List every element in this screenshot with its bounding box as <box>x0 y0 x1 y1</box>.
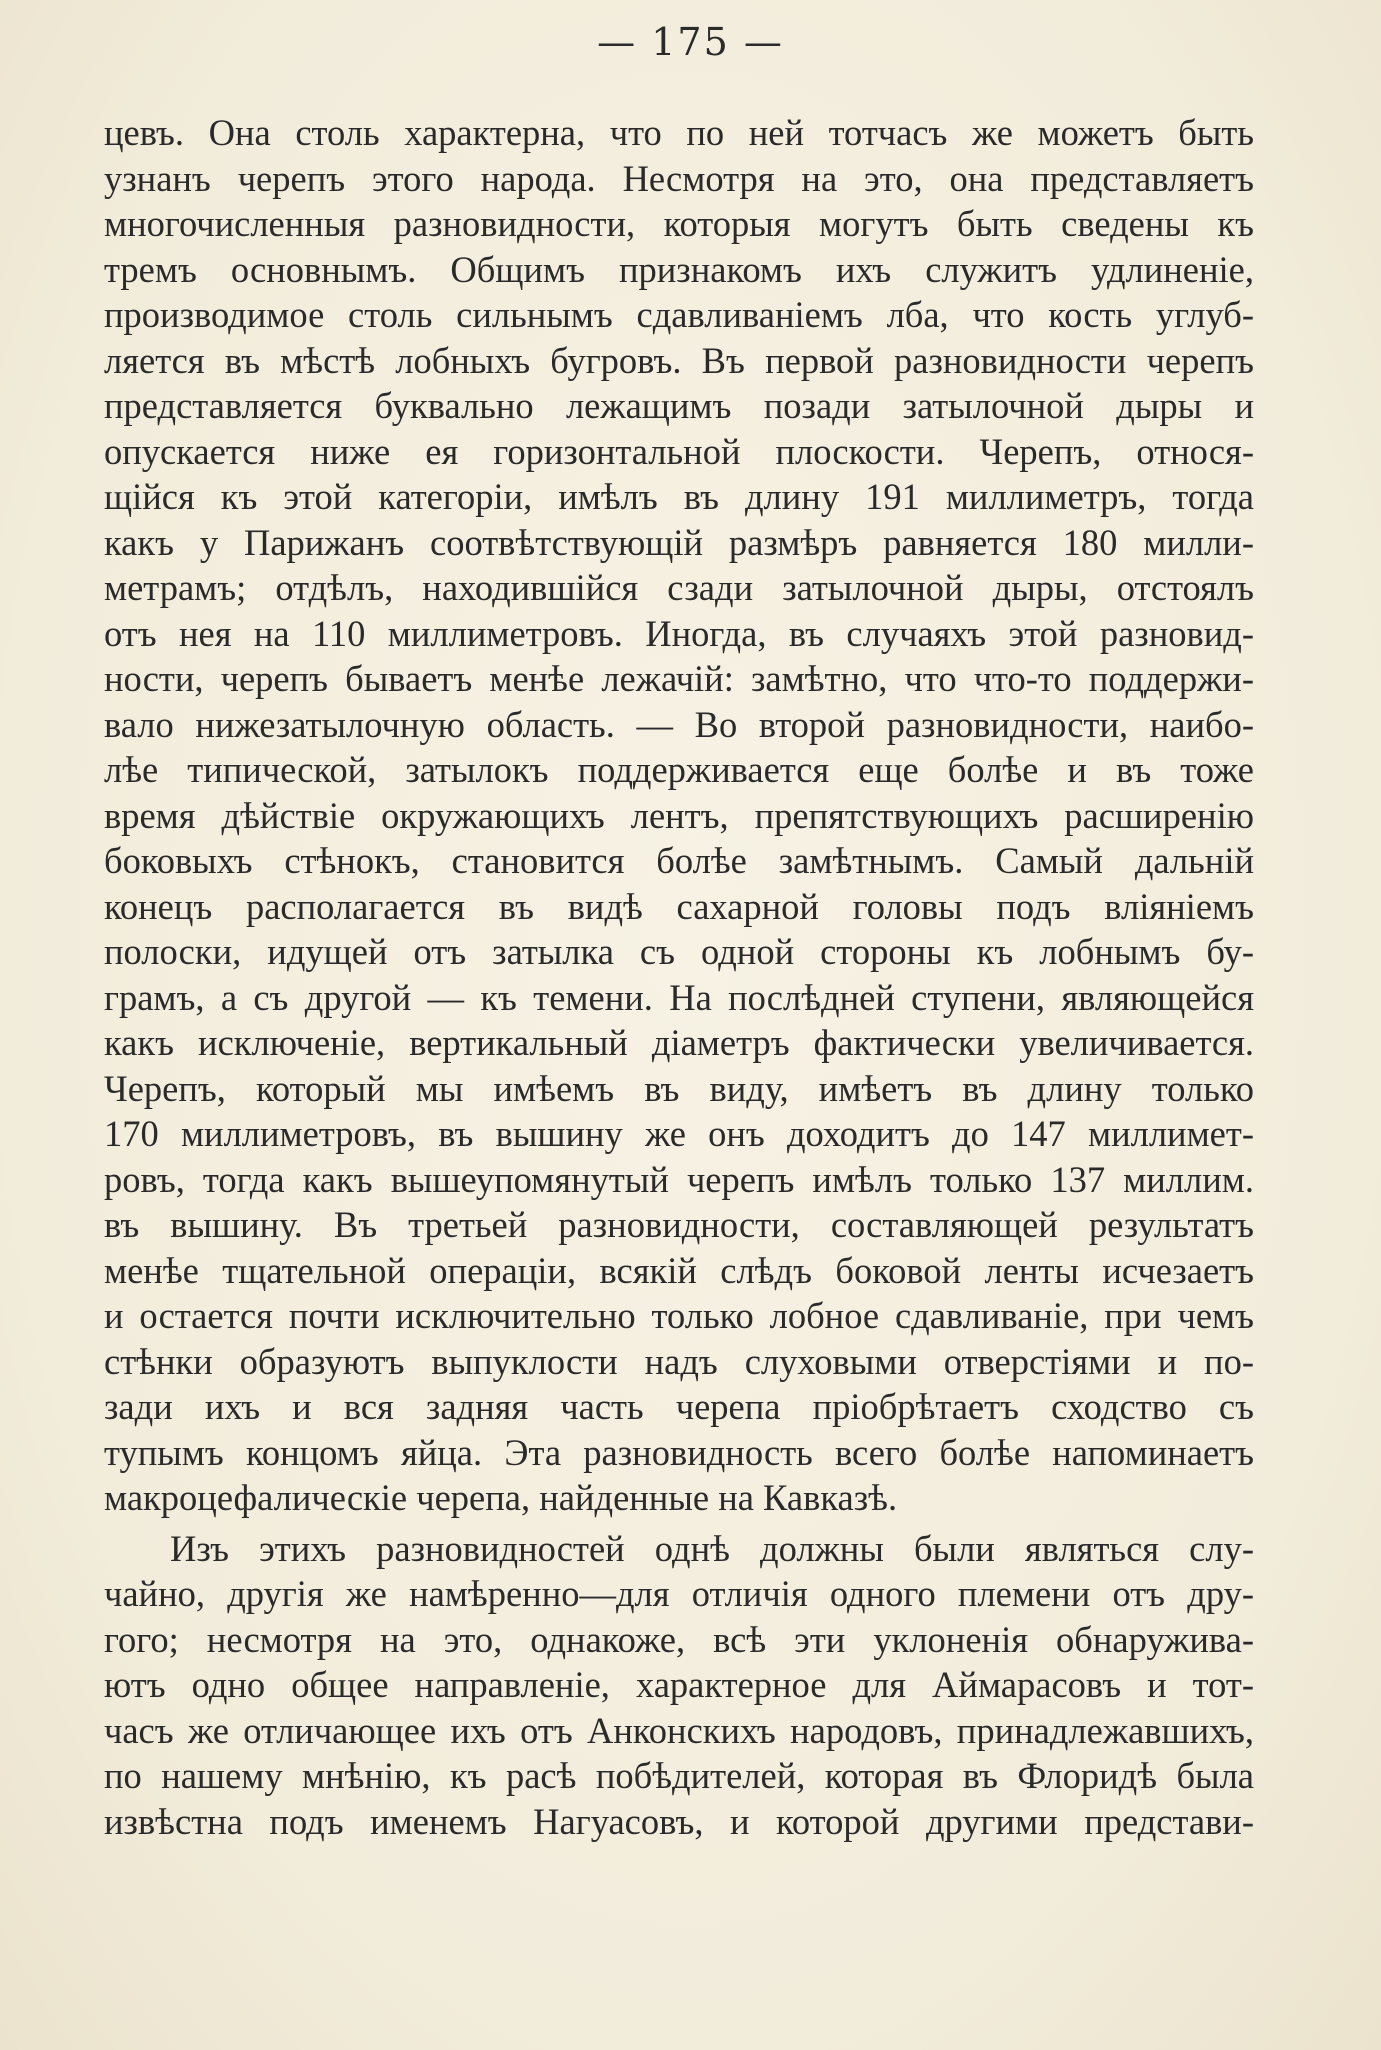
text-line: тремъ основнымъ. Общимъ признакомъ ихъ служитъ удлиненіе, <box>104 248 1254 290</box>
text-line: опускается ниже ея горизонтальной плоскости. Черепъ, относя- <box>104 430 1254 472</box>
text-line: макроцефалическіе черепа, найденные на Кавказѣ. <box>104 1477 898 1518</box>
text-line: представляется буквально лежащимъ позади затылочной дыры и <box>104 385 1254 426</box>
text-line: ности, черепъ бываетъ менѣе лежачій: замѣтно, что что-то поддержи- <box>104 658 1254 699</box>
text-line: и остается почти исключительно только лобное сдавливаніе, при чемъ <box>104 1295 1254 1336</box>
body-text <box>104 110 1254 1844</box>
text-line: гого; несмотря на это, однакоже, всѣ эти уклоненія обнаружива- <box>104 1618 1254 1660</box>
text-line: многочисленныя разновидности, которыя могутъ быть сведены къ <box>104 203 1254 244</box>
text-line: лѣе типической, затылокъ поддерживается еще болѣе и въ тоже <box>104 749 1254 790</box>
text-line: ютъ одно общее направленіе, характерное для Аймарасовъ и тот- <box>104 1664 1254 1705</box>
text-line: ровъ, тогда какъ вышеупомянутый черепъ имѣлъ только 137 миллим. <box>104 1158 1254 1200</box>
text-line: время дѣйствіе окружающихъ лентъ, препятствующихъ расширенію <box>104 794 1254 836</box>
text-line: конецъ располагается въ видѣ сахарной головы подъ вліяніемъ <box>104 885 1254 927</box>
text-line: 170 миллиметровъ, въ вышину же онъ доходитъ до 147 миллимет- <box>104 1113 1254 1154</box>
text-line: тупымъ концомъ яйца. Эта разновидность всего болѣе напоминаетъ <box>104 1431 1254 1473</box>
text-line: узнанъ черепъ этого народа. Несмотря на это, она представляетъ <box>104 157 1254 199</box>
text-line: въ вышину. Въ третьей разновидности, составляющей результатъ <box>104 1204 1254 1245</box>
text-line: боковыхъ стѣнокъ, становится болѣе замѣтнымъ. Самый дальній <box>104 840 1254 881</box>
page-number: — 175 — <box>597 20 784 64</box>
text-line: цевъ. Она столь характерна, что по ней тотчасъ же можетъ быть <box>104 112 1254 153</box>
text-line: производимое столь сильнымъ сдавливаніемъ лба, что кость углуб- <box>104 294 1254 335</box>
text-line: какъ у Парижанъ соотвѣтствующій размѣръ равняется 180 милли- <box>104 521 1254 563</box>
text-line: чайно, другія же намѣренно—для отличія одного племени отъ дру- <box>104 1573 1254 1614</box>
paragraph-2 <box>104 1526 1254 1845</box>
text-line: ляется въ мѣстѣ лобныхъ бугровъ. Въ первой разновидности черепъ <box>104 339 1254 381</box>
text-line: извѣстна подъ именемъ Нагуасовъ, и которой другими представи- <box>104 1800 1254 1842</box>
text-line: стѣнки образуютъ выпуклости надъ слуховыми отверстіями и по- <box>104 1340 1254 1382</box>
text-line: зади ихъ и вся задняя часть черепа пріобрѣтаетъ сходство съ <box>104 1386 1254 1427</box>
text-line: Изъ этихъ разновидностей однѣ должны были являться слу- <box>170 1527 1254 1569</box>
text-line: какъ исключеніе, вертикальный діаметръ фактически увеличивается. <box>104 1022 1254 1063</box>
text-line: грамъ, а съ другой — къ темени. На послѣдней ступени, являющейся <box>104 976 1254 1018</box>
text-line: щійся къ этой категоріи, имѣлъ въ длину 191 миллиметръ, тогда <box>104 476 1254 517</box>
paragraph-1 <box>104 110 1254 1521</box>
text-line: отъ нея на 110 миллиметровъ. Иногда, въ случаяхъ этой разновид- <box>104 612 1254 654</box>
text-line: полоски, идущей отъ затылка съ одной стороны къ лобнымъ бу- <box>104 931 1254 972</box>
text-line: менѣе тщательной операціи, всякій слѣдъ боковой ленты исчезаетъ <box>104 1249 1254 1291</box>
text-line: метрамъ; отдѣлъ, находившійся сзади затылочной дыры, отстоялъ <box>104 567 1254 608</box>
text-line: вало нижезатылочную область. — Во второй разновидности, наибо- <box>104 703 1254 745</box>
text-line: часъ же отличающее ихъ отъ Анконскихъ народовъ, принадлежавшихъ, <box>104 1709 1254 1751</box>
text-line: Черепъ, который мы имѣемъ въ виду, имѣетъ въ длину только <box>104 1067 1254 1109</box>
text-line: по нашему мнѣнію, къ расѣ побѣдителей, которая въ Флоридѣ была <box>104 1755 1254 1796</box>
